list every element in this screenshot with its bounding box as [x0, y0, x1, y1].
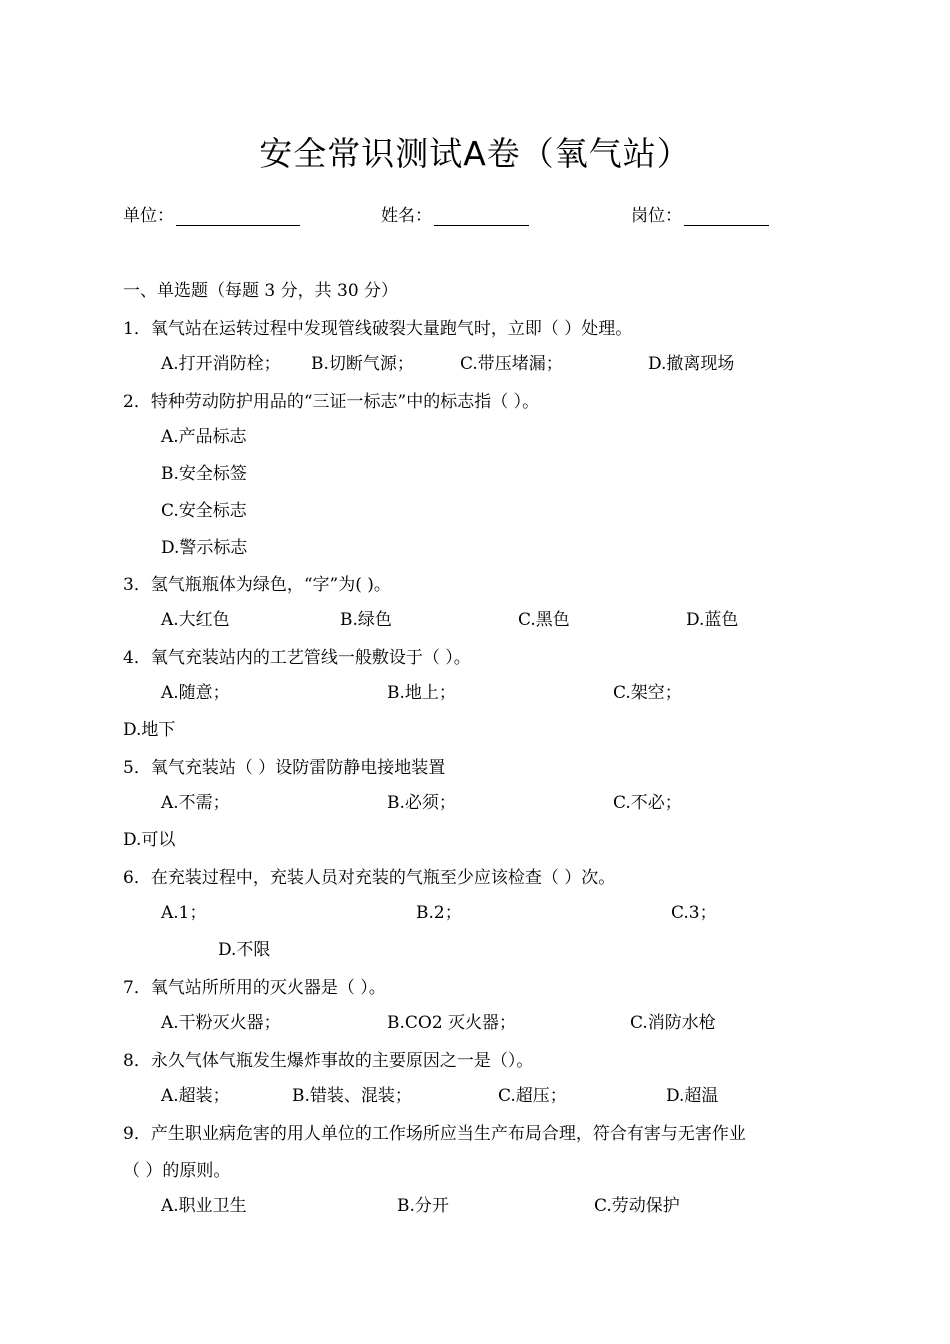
q7-option-a: A.干粉灭火器； — [161, 1013, 281, 1033]
q9-option-a: A.职业卫生 — [161, 1196, 247, 1216]
q9-option-b: B.分开 — [397, 1196, 449, 1216]
question-4: 4．氧气充装站内的工艺管线一般敷设于（ ）。 — [123, 648, 471, 668]
question-9: 9．产生职业病危害的用人单位的工作场所应当生产布局合理，符合有害与无害作业 — [123, 1124, 746, 1144]
name-field — [381, 201, 529, 226]
unit-field — [123, 201, 300, 226]
q4-option-a: A.随意； — [161, 683, 230, 703]
q3-option-c: C.黑色 — [518, 610, 570, 630]
q6-option-b: B.2； — [416, 903, 462, 923]
q3-option-d: D.蓝色 — [686, 610, 739, 630]
q1-option-b: B.切断气源； — [311, 354, 414, 374]
q5-option-b: B.必须； — [387, 793, 456, 813]
q8-option-d: D.超温 — [666, 1086, 719, 1106]
q2-option-c: C.安全标志 — [161, 501, 247, 521]
question-2: 2．特种劳动防护用品的“三证一标志”中的标志指（ ）。 — [123, 392, 540, 412]
q2-option-a: A.产品标志 — [161, 427, 247, 447]
q8-option-c: C.超压； — [498, 1086, 567, 1106]
q4-option-d: D.地下 — [123, 720, 176, 740]
name-label: 姓名： — [381, 206, 432, 226]
q4-option-c: C.架空； — [613, 683, 682, 703]
page-title: 安全常识测试A卷（氧气站） — [259, 134, 691, 173]
q6-option-a: A.1； — [161, 903, 207, 923]
question-3: 3．氢气瓶瓶体为绿色，“字”为( )。 — [123, 575, 391, 595]
unit-blank[interactable] — [176, 207, 300, 226]
q9-option-c: C.劳动保护 — [594, 1196, 680, 1216]
q6-option-d: D.不限 — [218, 940, 271, 960]
question-6: 6．在充装过程中，充装人员对充装的气瓶至少应该检查（ ）次。 — [123, 868, 616, 888]
q4-option-b: B.地上； — [387, 683, 456, 703]
unit-label: 单位： — [123, 206, 174, 226]
q2-option-d: D.警示标志 — [161, 538, 248, 558]
q1-option-d: D.撤离现场 — [648, 354, 735, 374]
post-blank[interactable] — [684, 207, 769, 226]
post-field — [631, 201, 769, 226]
q5-option-a: A.不需； — [161, 793, 230, 813]
post-label: 岗位： — [631, 206, 682, 226]
q8-option-a: A.超装； — [161, 1086, 230, 1106]
q1-option-c: C.带压堵漏； — [460, 354, 563, 374]
question-5: 5．氧气充装站（ ）设防雷防静电接地装置 — [123, 758, 446, 778]
q7-option-b: B.CO2 灭火器； — [387, 1013, 517, 1033]
q3-option-a: A.大红色 — [161, 610, 230, 630]
q8-option-b: B.错装、混装； — [292, 1086, 412, 1106]
q1-option-a: A.打开消防栓； — [161, 354, 281, 374]
q5-option-c: C.不必； — [613, 793, 682, 813]
question-1: 1．氧气站在运转过程中发现管线破裂大量跑气时，立即（ ）处理。 — [123, 319, 633, 339]
q7-option-c: C.消防水枪 — [630, 1013, 716, 1033]
q3-option-b: B.绿色 — [340, 610, 392, 630]
question-8: 8．永久气体气瓶发生爆炸事故的主要原因之一是（）。 — [123, 1051, 534, 1071]
q2-option-b: B.安全标签 — [161, 464, 247, 484]
question-9-continued: （ ）的原则。 — [123, 1161, 231, 1181]
q6-option-c: C.3； — [671, 903, 717, 923]
q5-option-d: D.可以 — [123, 830, 176, 850]
section-heading: 一、单选题（每题 3 分，共 30 分） — [123, 281, 399, 301]
question-7: 7．氧气站所所用的灭火器是（ ）。 — [123, 978, 386, 998]
name-blank[interactable] — [434, 207, 529, 226]
